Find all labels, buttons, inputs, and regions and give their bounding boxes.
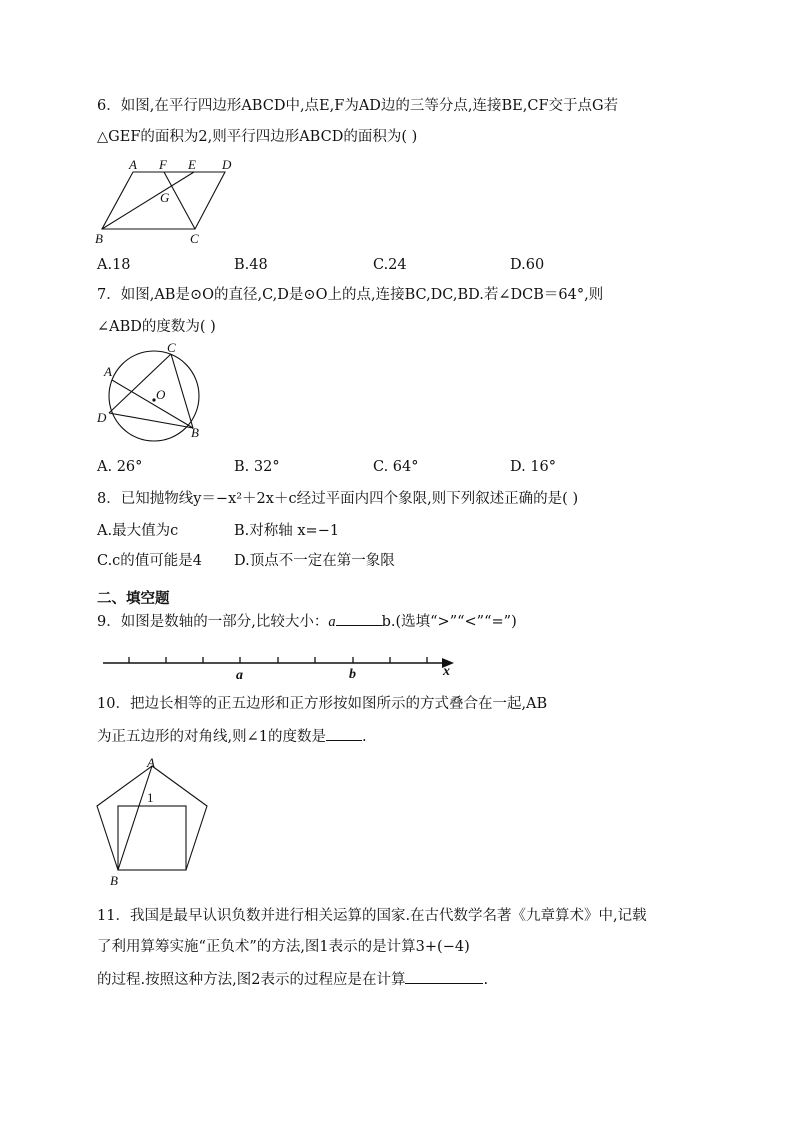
label-o: O [156, 387, 166, 402]
q6-stem-line2: △GEF的面积为2,则平行四边形ABCD的面积为( ) [97, 129, 418, 145]
q8-option-c[interactable]: C.c的值可能是4 [97, 553, 203, 569]
label-a: A [104, 364, 112, 379]
regular-pentagon [97, 766, 207, 870]
q6-stem-line1: 6．如图,在平行四边形ABCD中,点E,F为AD边的三等分点,连接BE,CF交于点G若 [97, 98, 619, 114]
q10-pentagon-square-figure [90, 755, 220, 890]
q9-answer-blank[interactable] [336, 611, 382, 626]
q6-parallelogram-figure [90, 155, 250, 247]
q11-line3-suffix: . [483, 972, 489, 988]
q8-stem: 8．已知抛物线y＝−x²＋2x＋c经过平面内四个象限,则下列叙述正确的是( ) [97, 491, 579, 507]
q7-circle-figure [92, 340, 212, 450]
q7-stem-line2: ∠ABD的度数为( ) [97, 319, 216, 335]
q7-option-c[interactable]: C. 64° [373, 459, 419, 475]
q10-line2-prefix: 为正五边形的对角线,则∠1的度数是 [97, 729, 326, 745]
section-title-fill-in: 二、填空题 [97, 591, 170, 607]
q9-var-a: a [328, 614, 336, 630]
label-b: B [191, 425, 199, 440]
q10-stem-line2 [97, 726, 367, 747]
axis-ticks [129, 657, 427, 663]
q11-stem-line3 [97, 969, 488, 990]
diagonal-ab [118, 766, 152, 870]
label-e: E [188, 157, 196, 172]
label-f: F [159, 157, 167, 172]
axis-label-b: b [349, 667, 356, 680]
q6-option-b[interactable]: B.48 [234, 257, 268, 273]
q9-suffix: b.(选填“>”“<”“=”) [381, 614, 517, 630]
q6-option-a[interactable]: A.18 [97, 257, 131, 273]
angle-label-1: 1 [147, 790, 154, 805]
q9-prefix: 9．如图是数轴的一部分,比较大小： [97, 614, 329, 630]
circle-o [109, 351, 199, 441]
q10-answer-blank[interactable] [326, 726, 362, 741]
q8-option-a[interactable]: A.最大值为c [97, 523, 179, 539]
q6-option-d[interactable]: D.60 [510, 257, 545, 273]
q10-line2-suffix: . [361, 729, 367, 745]
label-d: D [97, 410, 107, 425]
label-c: C [190, 231, 199, 246]
q6-option-c[interactable]: C.24 [373, 257, 407, 273]
axis-label-x: x [443, 664, 450, 679]
q11-stem-line2: 了利用算筹实施“正负术”的方法,图1表示的是计算3+(−4) [97, 939, 470, 955]
q8-option-d[interactable]: D.顶点不一定在第一象限 [234, 553, 395, 569]
label-g: G [160, 190, 170, 205]
label-d: D [222, 157, 232, 172]
q7-option-d[interactable]: D. 16° [510, 459, 557, 475]
q9-stem [97, 611, 517, 632]
q7-stem-line1: 7．如图,AB是⊙O的直径,C,D是⊙O上的点,连接BC,DC,BD.若∠DCB＝64°,则 [97, 287, 604, 303]
axis-label-a: a [236, 668, 243, 680]
q10-stem-line1: 10．把边长相等的正五边形和正方形按如图所示的方式叠合在一起,AB [97, 696, 548, 712]
label-b: B [110, 873, 118, 888]
q9-number-line [98, 648, 463, 680]
segment-be [102, 172, 194, 229]
q7-option-a[interactable]: A. 26° [97, 459, 143, 475]
q11-answer-blank[interactable] [405, 969, 483, 984]
q7-option-b[interactable]: B. 32° [234, 459, 280, 475]
q11-line3-prefix: 的过程.按照这种方法,图2表示的过程应是在计算 [97, 972, 406, 988]
label-c: C [167, 340, 176, 355]
q11-stem-line1: 11．我国是最早认识负数并进行相关运算的国家.在古代数学名著《九章算术》中,记载 [97, 908, 647, 924]
label-a: A [129, 157, 137, 172]
label-a: A [147, 755, 155, 770]
q8-option-b[interactable]: B.对称轴 x=−1 [234, 523, 340, 539]
label-b: B [95, 231, 103, 246]
